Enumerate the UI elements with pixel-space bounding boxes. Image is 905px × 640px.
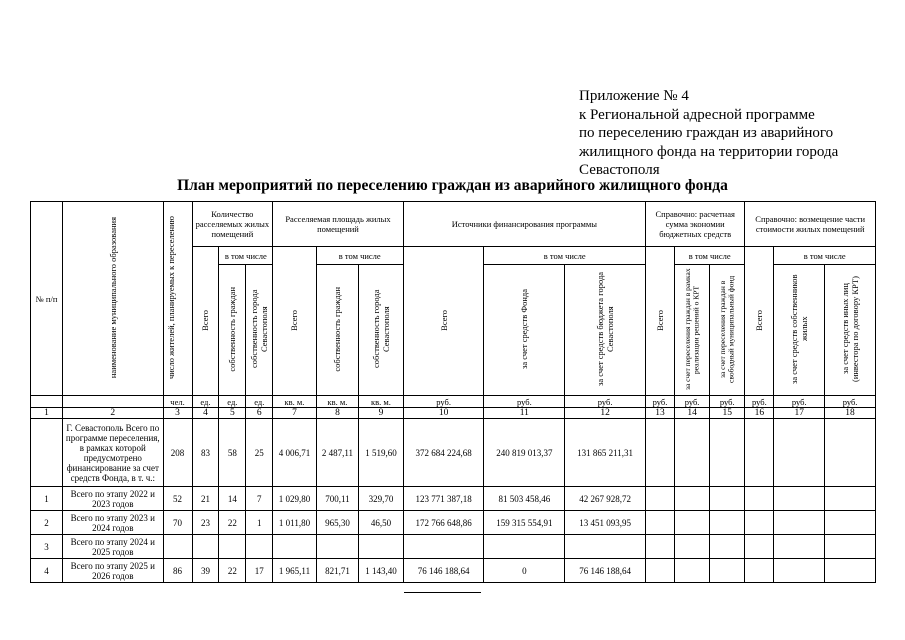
row-q-city: 17 xyxy=(246,559,273,583)
row-name: Всего по этапу 2022 и 2023 годов xyxy=(63,487,163,511)
unit-cell: руб. xyxy=(825,396,876,408)
row-s-total: 76 146 188,64 xyxy=(403,559,484,583)
header-incl: в том числе xyxy=(484,247,646,265)
header-group-area: Расселяемая площадь жилых помещений xyxy=(273,202,403,247)
unit-cell: кв. м. xyxy=(273,396,316,408)
unit-cell: руб. xyxy=(565,396,646,408)
header-a-citizens: собственность граждан xyxy=(316,265,358,396)
header-q-citizens: собственность граждан xyxy=(219,265,246,396)
row-residents: 70 xyxy=(163,511,192,535)
col-number: 13 xyxy=(645,408,674,419)
header-group-quantity: Количество расселяемых жилых помещений xyxy=(192,202,273,247)
row-name: Всего по этапу 2023 и 2024 годов xyxy=(63,511,163,535)
row-a-citizens: 965,30 xyxy=(316,511,358,535)
row-a-citizens: 700,11 xyxy=(316,487,358,511)
row-q-total: 39 xyxy=(192,559,219,583)
row-a-total: 1 965,11 xyxy=(273,559,316,583)
unit-cell: руб. xyxy=(745,396,774,408)
col-number: 7 xyxy=(273,408,316,419)
row-s-fund: 81 503 458,46 xyxy=(484,487,565,511)
row-a-total: 1 011,80 xyxy=(273,511,316,535)
col-number: 11 xyxy=(484,408,565,419)
unit-cell: руб. xyxy=(774,396,825,408)
row-s-city: 13 451 093,95 xyxy=(565,511,646,535)
col-number: 10 xyxy=(403,408,484,419)
col-number: 2 xyxy=(63,408,163,419)
header-q-city: собственность города Севастополя xyxy=(246,265,273,396)
row-residents xyxy=(163,535,192,559)
row-s-fund: 159 315 554,91 xyxy=(484,511,565,535)
row-s-city: 131 865 211,31 xyxy=(565,419,646,487)
row-a-city xyxy=(359,535,404,559)
row-no: 4 xyxy=(31,559,63,583)
header-a-total: Всего xyxy=(273,247,316,396)
row-q-total: 23 xyxy=(192,511,219,535)
col-number: 15 xyxy=(710,408,745,419)
header-e-free: за счет переселения граждан в свободный муниципальный фонд xyxy=(710,265,745,396)
unit-cell: ед. xyxy=(246,396,273,408)
row-no xyxy=(31,419,63,487)
unit-cell: руб. xyxy=(710,396,745,408)
row-q-citizens xyxy=(219,535,246,559)
row-a-citizens: 2 487,11 xyxy=(316,419,358,487)
column-numbers-row xyxy=(31,408,876,419)
col-number: 18 xyxy=(825,408,876,419)
unit-cell: руб. xyxy=(484,396,565,408)
unit-cell: ед. xyxy=(219,396,246,408)
appendix-line: Севастополя xyxy=(579,162,660,178)
row-q-total: 83 xyxy=(192,419,219,487)
appendix-block xyxy=(579,87,879,180)
row-s-total: 172 766 648,86 xyxy=(403,511,484,535)
header-incl: в том числе xyxy=(316,247,403,265)
row-q-citizens: 22 xyxy=(219,511,246,535)
table-row xyxy=(31,487,876,511)
footer-divider xyxy=(404,592,481,593)
header-q-total: Всего xyxy=(192,247,219,396)
header-group-sources: Источники финансирования программы xyxy=(403,202,645,247)
row-q-city: 1 xyxy=(246,511,273,535)
header-incl: в том числе xyxy=(674,247,744,265)
row-q-city: 25 xyxy=(246,419,273,487)
table-row xyxy=(31,419,876,487)
row-name: Всего по этапу 2025 и 2026 годов xyxy=(63,559,163,583)
unit-cell: кв. м. xyxy=(316,396,358,408)
row-a-citizens xyxy=(316,535,358,559)
row-s-total: 123 771 387,18 xyxy=(403,487,484,511)
header-e-total: Всего xyxy=(645,247,674,396)
header-incl: в том числе xyxy=(774,247,876,265)
col-number: 12 xyxy=(565,408,646,419)
col-number: 4 xyxy=(192,408,219,419)
col-number: 8 xyxy=(316,408,358,419)
header-a-city: собственность города Севастополя xyxy=(359,265,404,396)
header-col-residents: число жителей, планируемых к переселению xyxy=(163,202,192,396)
header-c-total: Всего xyxy=(745,247,774,396)
header-col-name: наименование муниципального образования xyxy=(63,202,163,396)
row-s-total xyxy=(403,535,484,559)
header-col-no: № п/п xyxy=(31,202,63,396)
row-name: Г. Севастополь Всего по программе переселения, в рамках которой предусмотрено финансирование за счет средств Фонда, в т. ч.: xyxy=(63,419,163,487)
row-a-city: 1 519,60 xyxy=(359,419,404,487)
col-number: 1 xyxy=(31,408,63,419)
col-number: 3 xyxy=(163,408,192,419)
row-a-city: 1 143,40 xyxy=(359,559,404,583)
document-title: План мероприятий по переселению граждан из аварийного жилищного фонда xyxy=(177,177,728,194)
unit-cell: ед. xyxy=(192,396,219,408)
row-a-citizens: 821,71 xyxy=(316,559,358,583)
header-s-fund: за счет средств Фонда xyxy=(484,265,565,396)
col-number: 6 xyxy=(246,408,273,419)
header-group-compensation: Справочно: возмещение части стоимости жилых помещений xyxy=(745,202,876,247)
header-e-krt: за счет переселения граждан в рамках реализации решений о КРТ xyxy=(674,265,709,396)
unit-cell: кв. м. xyxy=(359,396,404,408)
row-a-city: 329,70 xyxy=(359,487,404,511)
row-q-citizens: 22 xyxy=(219,559,246,583)
row-s-fund xyxy=(484,535,565,559)
row-a-city: 46,50 xyxy=(359,511,404,535)
unit-cell: руб. xyxy=(645,396,674,408)
row-residents: 208 xyxy=(163,419,192,487)
row-no: 3 xyxy=(31,535,63,559)
col-number: 5 xyxy=(219,408,246,419)
header-c-other: за счет средств иных лиц (инвестора по договору КРТ) xyxy=(825,265,876,396)
row-s-city: 76 146 188,64 xyxy=(565,559,646,583)
header-s-city: за счет средств бюджета города Севастополя xyxy=(565,265,646,396)
unit-cell: руб. xyxy=(403,396,484,408)
row-s-fund: 0 xyxy=(484,559,565,583)
unit-cell: чел. xyxy=(163,396,192,408)
col-number: 14 xyxy=(674,408,709,419)
row-q-city: 7 xyxy=(246,487,273,511)
row-s-city: 42 267 928,72 xyxy=(565,487,646,511)
row-q-total: 21 xyxy=(192,487,219,511)
row-s-fund: 240 819 013,37 xyxy=(484,419,565,487)
appendix-line: к Региональной адресной программе xyxy=(579,106,815,123)
row-a-total xyxy=(273,535,316,559)
row-no: 1 xyxy=(31,487,63,511)
row-s-total: 372 684 224,68 xyxy=(403,419,484,487)
header-c-owners: за счет средств собственников жилых xyxy=(774,265,825,396)
plan-table xyxy=(30,201,876,583)
col-number: 9 xyxy=(359,408,404,419)
table-row xyxy=(31,535,876,559)
row-q-citizens: 14 xyxy=(219,487,246,511)
row-name: Всего по этапу 2024 и 2025 годов xyxy=(63,535,163,559)
row-a-total: 1 029,80 xyxy=(273,487,316,511)
row-residents: 52 xyxy=(163,487,192,511)
unit-cell: руб. xyxy=(674,396,709,408)
row-q-city xyxy=(246,535,273,559)
row-a-total: 4 006,71 xyxy=(273,419,316,487)
appendix-line: Приложение № 4 xyxy=(579,88,689,104)
col-number: 16 xyxy=(745,408,774,419)
appendix-line: по переселению граждан из аварийного xyxy=(579,125,834,141)
table-row xyxy=(31,511,876,535)
row-s-city xyxy=(565,535,646,559)
header-incl: в том числе xyxy=(219,247,273,265)
header-group-savings: Справочно: расчетная сумма экономии бюджетных средств xyxy=(645,202,744,247)
header-s-total: Всего xyxy=(403,247,484,396)
row-residents: 86 xyxy=(163,559,192,583)
row-q-total xyxy=(192,535,219,559)
row-q-citizens: 58 xyxy=(219,419,246,487)
table-row xyxy=(31,559,876,583)
appendix-line: жилищного фонда на территории города xyxy=(579,143,839,160)
col-number: 17 xyxy=(774,408,825,419)
units-row xyxy=(31,396,876,408)
row-no: 2 xyxy=(31,511,63,535)
